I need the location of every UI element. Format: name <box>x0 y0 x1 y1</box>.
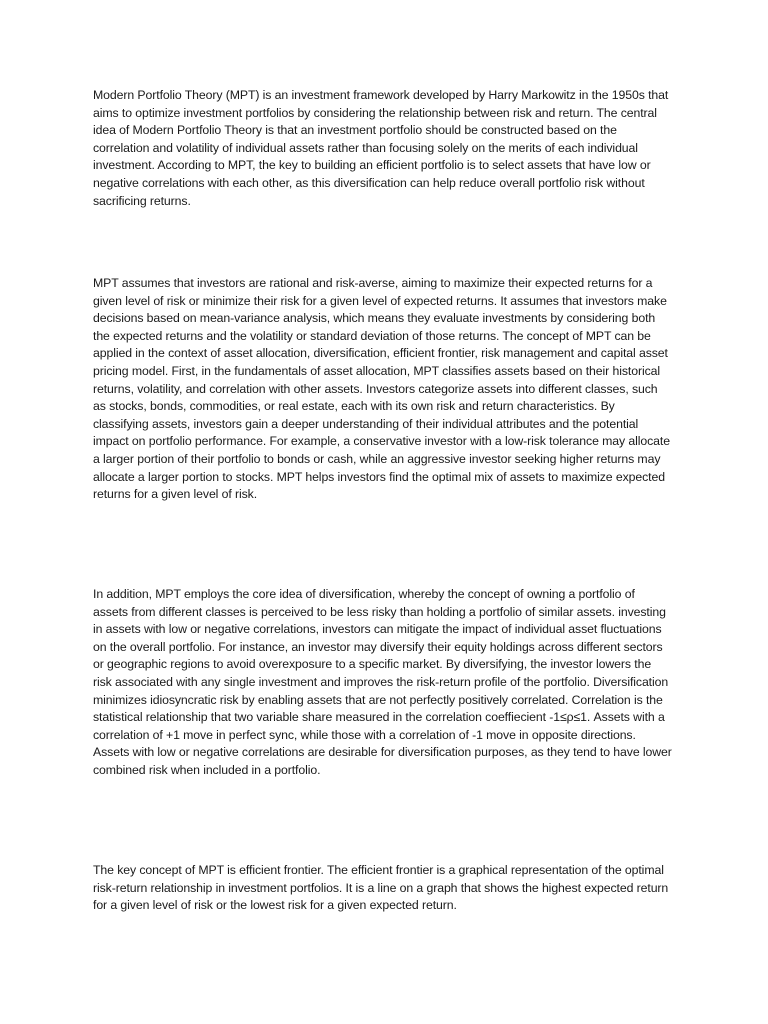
paragraph-mpt-assumptions: MPT assumes that investors are rational and risk-averse, aiming to maximize their expected returns for a given level of risk or minimize their risk for a given level of expected returns. It assumes that investors make decisions based on mean-variance analysis, which means they evaluate investments by considering both the expected returns and the volatility or standard deviation of those returns. The concept of MPT can be applied in the context of asset allocation, diversification, efficient frontier, risk management and capital asset pricing model. First, in the fundamentals of asset allocation, MPT classifies assets based on their historical returns, volatility, and correlation with other assets. Investors categorize assets into different classes, such as stocks, bonds, commodities, or real estate, each with its own risk and return characteristics. By classifying assets, investors gain a deeper understanding of their individual attributes and the potential impact on portfolio performance. For example, a conservative investor with a low-risk tolerance may allocate a larger portion of their portfolio to bonds or cash, while an aggressive investor seeking higher returns may allocate a larger portion to stocks. MPT helps investors find the optimal mix of assets to maximize expected returns for a given level of risk. <box>93 276 670 502</box>
paragraph-efficient-frontier: The key concept of MPT is efficient frontier. The efficient frontier is a graphical representation of the optimal risk-return relationship in investment portfolios. It is a line on a graph that shows the highest expected return for a given level of risk or the lowest risk for a given expected return. <box>93 863 669 913</box>
paragraph-mpt-introduction: Modern Portfolio Theory (MPT) is an investment framework developed by Harry Markowitz in the 1950s that aims to optimize investment portfolios by considering the relationship between risk and return. The central idea of Modern Portfolio Theory is that an investment portfolio should be constructed based on the correlation and volatility of individual assets rather than focusing solely on the merits of each individual investment. According to MPT, the key to building an efficient portfolio is to select assets that have low or negative correlations with each other, as this diversification can help reduce overall portfolio risk without sacrificing returns. <box>93 88 669 208</box>
paragraph-diversification: In addition, MPT employs the core idea of diversification, whereby the concept of owning a portfolio of assets from different classes is perceived to be less risky than holding a portfolio of similar assets. investing in assets with low or negative correlations, investors can mitigate the impact of individual asset fluctuations on the overall portfolio. For instance, an investor may diversify their equity holdings across different sectors or geographic regions to avoid overexposure to a specific market. By diversifying, the investor lowers the risk associated with any single investment and improves the risk-return profile of the portfolio. Diversification minimizes idiosyncratic risk by enabling assets that are not perfectly positively correlated. Correlation is the statistical relationship that two variable share measured in the correlation coeffiecient -1≤ρ≤1. Assets with a correlation of +1 move in perfect sync, while those with a correlation of -1 move in opposite directions. Assets with low or negative correlations are desirable for diversification purposes, as they tend to have lower combined risk when included in a portfolio. <box>93 587 672 777</box>
